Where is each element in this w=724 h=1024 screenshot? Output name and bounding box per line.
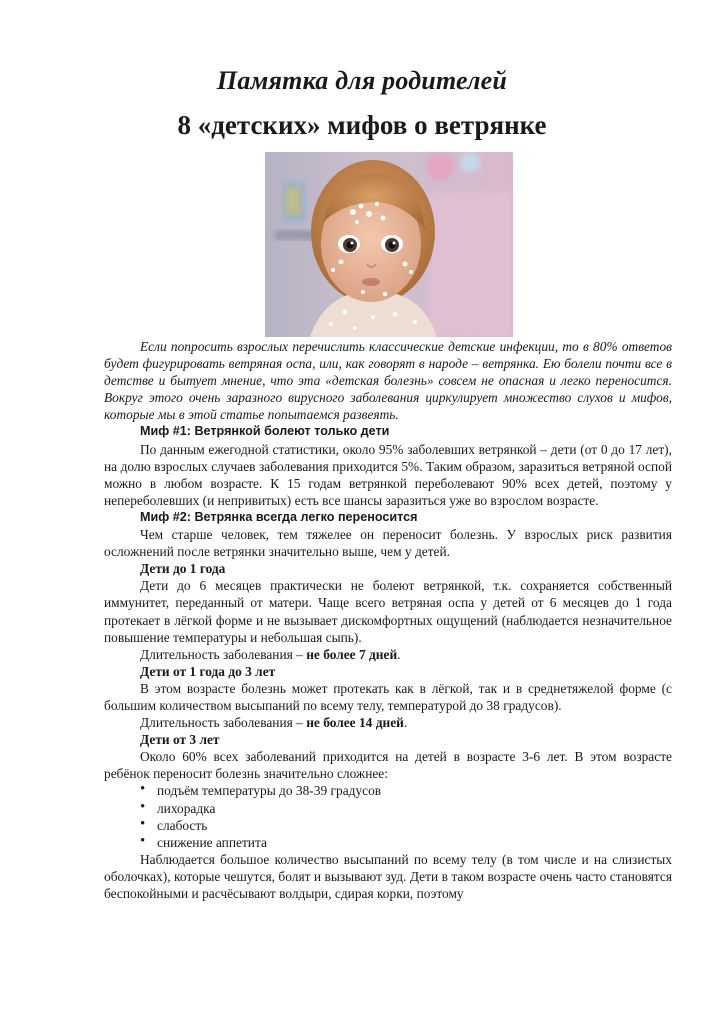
article-body — [104, 338, 672, 902]
duration-label: Длительность заболевания – — [140, 646, 307, 662]
age-1to3-duration — [104, 714, 672, 731]
child-photo — [265, 152, 513, 337]
age-1to3-text: В этом возрасте болезнь может протекать как в лёгкой, так и в среднетяжелой форме (с большим количеством высыпаний по всему телу, температурой до 38 градусов). — [104, 680, 672, 713]
list-item: • подъём температуры до 38-39 градусов — [140, 782, 672, 799]
duration-value: не более 14 дней — [306, 715, 404, 731]
age-over3-after: Наблюдается большое количество высыпаний по всему телу (в том числе и на слизистых оболочках), которые чешутся, болят и вызывают зуд. Дети в таком возрасте очень часто становятся беспокойными и расчёсывают волдыри, сдирая корки, поэтому — [104, 851, 672, 901]
age-under1-duration — [104, 646, 672, 663]
list-item: • слабость — [140, 817, 672, 834]
duration-label: Длительность заболевания – — [140, 715, 307, 731]
age-1to3-heading: Дети от 1 года до 3 лет — [140, 663, 276, 679]
myth2-text: Чем старше человек, тем тяжелее он переносит болезнь. У взрослых риск развития осложнений после ветрянки значительно выше, чем у детей. — [104, 527, 672, 560]
age-under1-heading: Дети до 1 года — [140, 561, 226, 577]
intro-paragraph: Если попросить взрослых перечислить классические детские инфекции, то в 80% ответов будет фигурировать ветряная оспа, или, как говорят в народе – ветрянка. Ею болели почти все в детстве и бытует мнение, что эта «детская болезнь» совсем не опасная и легко переносится. Вокруг этого очень заразного вирусного заболевания циркулирует множество слухов и мифов, которые мы в этой статье попытаемся развеять. — [104, 339, 672, 423]
list-item: • снижение аппетита — [140, 834, 672, 851]
age-under1-text: Дети до 6 месяцев практически не болеют ветрянкой, т.к. сохраняется собственный иммунитет, переданный от матери. Чаще всего ветряная оспа у детей от 6 месяцев до 1 года протекает в лёгкой форме и не вызывает дискомфортных ощущений (наблюдается незначительное повышение температуры и небольшая сыпь). — [104, 578, 672, 645]
age-over3-text: Около 60% всех заболеваний приходится на детей в возрасте 3-6 лет. В этом возрасте ребёнок переносит болезнь значительно сложнее: — [104, 749, 672, 782]
symptom-list — [104, 782, 672, 850]
page-subtitle: 8 «детских» мифов о ветрянке — [177, 110, 547, 140]
myth1-heading: Миф #1: Ветрянкой болеют только дети — [140, 424, 390, 439]
page-title: Памятка для родителей — [216, 66, 508, 95]
list-item: • лихорадка — [140, 800, 672, 817]
myth2-heading: Миф #2: Ветрянка всегда легко переносится — [140, 509, 418, 524]
duration-value: не более 7 дней — [306, 646, 398, 662]
duration-end: . — [403, 715, 408, 731]
duration-end: . — [397, 646, 401, 662]
age-over3-heading: Дети от 3 лет — [140, 732, 220, 748]
myth1-text: По данным ежегодной статистики, около 95% заболевших ветрянкой – дети (от 0 до 17 лет), на долю взрослых случаев заболевания приходится 5%. Таким образом, заразиться ветряной оспой можно в любом возрасте. К 15 годам ветрянкой переболевают 90% всех детей, поэтому у непереболевших (и непривитых) есть все шансы заразиться уже во взрослом возрасте. — [104, 441, 672, 508]
